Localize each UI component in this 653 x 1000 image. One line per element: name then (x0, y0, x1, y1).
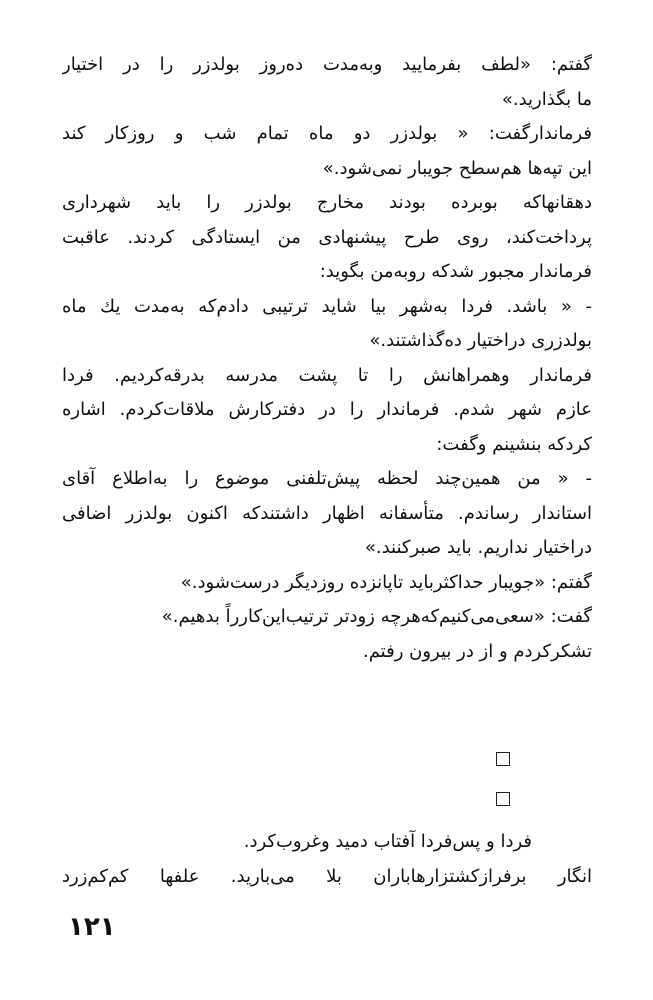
paragraph (62, 462, 592, 566)
paragraph (62, 290, 592, 359)
text-line: کردکه بنشینم وگفت: (436, 433, 592, 455)
text-line: فرماندارگفت: « بولدزر دو ماه تمام شب و روزکار کند (62, 123, 592, 144)
text-line: - « من همین‌چند لحظه پیش‌تلفنی موضوع را به‌اطلاع آقای (62, 468, 592, 489)
paragraph (62, 186, 592, 290)
paragraph (62, 48, 592, 117)
text-line: پرداخت‌کند، روی طرح پیشنهادی من ایستادگی کردند. عاقبت (62, 226, 592, 248)
text-line: گفت: «سعی‌می‌کنیم‌که‌هرچه زودتر ترتیب‌این‌کارراً بدهیم.» (161, 606, 592, 627)
text-line: دهقانهاکه بوبرده بودند مخارج بولدزر را باید شهرداری (62, 192, 592, 213)
text-line: بولدزری دراختیار ده‌گذاشتند.» (369, 330, 592, 351)
text-line: عازم شهر شدم. فرماندار را در دفترکارش ملاقات‌کردم. اشاره (62, 399, 592, 420)
closing-text (62, 825, 592, 894)
square-ornament-icon (496, 752, 510, 766)
text-line: انگار برفرازکشتزارهاباران بلا می‌بارید. علفها کم‌کم‌زرد (62, 865, 592, 887)
text-line: فرماندار مجبور شدکه روبه‌من بگوید: (319, 261, 592, 282)
square-ornament-icon (496, 792, 510, 806)
text-line: استاندار رساندم. متأسفانه اظهار داشتندکه اکنون بولدزر اضافی (62, 502, 592, 524)
text-line: - « باشد. فردا به‌شهر بیا شاید ترتیبی دادم‌که به‌مدت یك ماه (62, 295, 592, 317)
paragraph (62, 359, 592, 463)
section-break (496, 752, 514, 832)
text-line: گفتم: «لطف بفرمایید وبه‌مدت ده‌روز بولدزر را در اختیار (62, 54, 592, 75)
text-line: تشکرکردم و از در بیرون رفتم. (362, 640, 592, 662)
page-number: ۱۲۱ (68, 912, 116, 942)
page-text (62, 48, 592, 669)
text-line: فرماندار وهمراهانش را تا پشت مدرسه بدرقه‌کردیم. فردا (62, 364, 592, 386)
paragraph (62, 600, 592, 669)
text-line: این تپه‌ها هم‌سطح جویبار نمی‌شود.» (322, 157, 592, 179)
text-line: ما بگذارید.» (501, 88, 592, 110)
paragraph (62, 566, 592, 601)
text-line: فردا و پس‌فردا آفتاب دمید وغروب‌کرد. (243, 831, 532, 852)
text-line: دراختیار نداریم. باید صبرکنند.» (364, 537, 592, 558)
paragraph (62, 117, 592, 186)
text-line: گفتم: «جویبار حداکثرباید تاپانزده روزدیگر درست‌شود.» (180, 571, 592, 593)
